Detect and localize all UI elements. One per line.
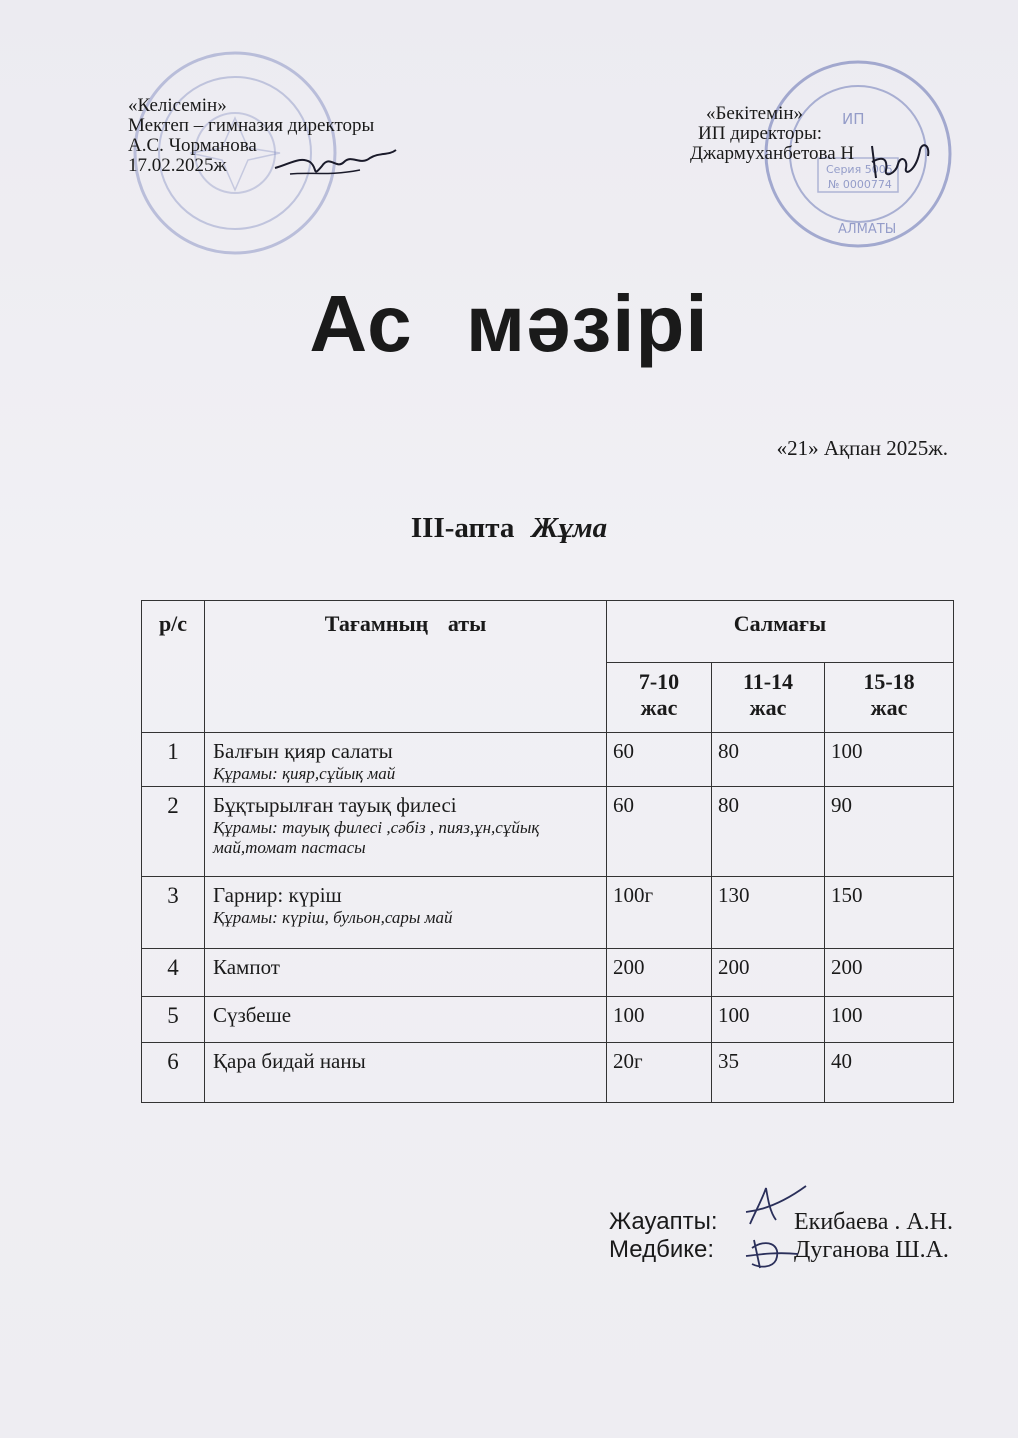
- row-dish: [205, 787, 607, 877]
- table-row: [142, 733, 954, 787]
- weight-15-18: 90: [825, 787, 954, 877]
- weight-7-10: 100г: [607, 877, 712, 949]
- right-seal-center: ИП: [842, 110, 865, 128]
- header-age-15-18-range: 15-18: [863, 669, 915, 694]
- header-age-15-18-unit: жас: [870, 695, 908, 720]
- row-number: 4: [142, 949, 205, 997]
- header-age-7-10-unit: жас: [640, 695, 678, 720]
- row-dish: [205, 877, 607, 949]
- weight-11-14: 35: [712, 1043, 825, 1103]
- row-number: 2: [142, 787, 205, 877]
- nurse-signature-icon: [742, 1234, 802, 1274]
- weight-11-14: 100: [712, 997, 825, 1043]
- approval-right-label: «Бекітемін»: [706, 103, 804, 124]
- dish-composition: Құрамы: күріш, бульон,сары май: [213, 908, 453, 927]
- nurse-label: Медбике:: [609, 1236, 715, 1263]
- approval-right: [690, 104, 854, 164]
- responsible-label: Жауапты:: [609, 1208, 718, 1235]
- weight-11-14: 80: [712, 787, 825, 877]
- row-dish: [205, 949, 607, 997]
- menu-table: [141, 600, 954, 1103]
- row-dish: [205, 997, 607, 1043]
- weight-7-10: 60: [607, 787, 712, 877]
- header-no: р/с: [142, 601, 205, 733]
- responsible-line: [609, 1208, 954, 1236]
- header-age-11-14-range: 11-14: [742, 669, 794, 694]
- week-day: Жұма: [531, 512, 608, 544]
- header-age-7-10: [607, 663, 712, 733]
- table-row: [142, 997, 954, 1043]
- weight-7-10: 100: [607, 997, 712, 1043]
- table-row: [142, 949, 954, 997]
- approval-left-position: Мектеп – гимназия директоры: [128, 115, 375, 136]
- weight-11-14: 200: [712, 949, 825, 997]
- dish-composition: Құрамы: қияр,сұйық май: [213, 764, 396, 783]
- weight-7-10: 200: [607, 949, 712, 997]
- responsible-name: Екибаева . А.Н.: [794, 1209, 954, 1235]
- week-label: ІІІ-апта: [410, 512, 515, 544]
- dish-name: Балғын қияр салаты: [213, 739, 393, 763]
- dish-name: Бұқтырылған тауық филесі: [213, 793, 457, 817]
- dish-name: Кампот: [213, 955, 280, 979]
- dish-composition: Құрамы: тауық филесі ,сәбіз , пияз,ұн,сұйық май,томат пастасы: [213, 818, 540, 857]
- row-number: 6: [142, 1043, 205, 1103]
- right-signature-icon: [866, 136, 936, 186]
- weight-15-18: 100: [825, 997, 954, 1043]
- approval-left-label: «Келісемін»: [128, 95, 227, 116]
- header-age-11-14: [712, 663, 825, 733]
- header-age-11-14-unit: жас: [749, 695, 787, 720]
- week-heading: [0, 512, 1018, 545]
- approval-right-name: Джармуханбетова Н: [690, 143, 855, 164]
- nurse-name: Дуганова Ш.А.: [794, 1237, 949, 1263]
- page-title: Ас мәзірі: [309, 279, 709, 368]
- approval-left-name: А.С. Чорманова: [128, 135, 257, 156]
- footer-signatures: [609, 1208, 954, 1264]
- header-age-15-18: [825, 663, 954, 733]
- header-name-text: Тағамның аты: [324, 611, 487, 636]
- weight-11-14: 130: [712, 877, 825, 949]
- table-header-row: [142, 601, 954, 663]
- weight-7-10: 20г: [607, 1043, 712, 1103]
- menu-date: «21» Ақпан 2025ж.: [776, 436, 948, 460]
- row-number: 5: [142, 997, 205, 1043]
- right-seal-serial: Серия 5005: [826, 163, 893, 176]
- responsible-signature-icon: [740, 1180, 810, 1230]
- weight-11-14: 80: [712, 733, 825, 787]
- table-row: [142, 787, 954, 877]
- header-name: [205, 601, 607, 733]
- right-seal-city: АЛМАТЫ: [838, 222, 897, 237]
- weight-15-18: 150: [825, 877, 954, 949]
- table-row: [142, 877, 954, 949]
- weight-15-18: 200: [825, 949, 954, 997]
- table-row: [142, 1043, 954, 1103]
- dish-name: Сүзбеше: [213, 1003, 292, 1027]
- header-age-7-10-range: 7-10: [638, 669, 680, 694]
- left-signature-icon: [270, 136, 400, 186]
- right-seal-number: № 0000774: [828, 178, 892, 191]
- weight-7-10: 60: [607, 733, 712, 787]
- row-dish: [205, 733, 607, 787]
- approval-right-position: ИП директоры:: [698, 123, 823, 144]
- nurse-line: [609, 1236, 949, 1264]
- header-weight: Салмағы: [607, 601, 954, 663]
- dish-name: Қара бидай наны: [213, 1049, 366, 1073]
- weight-15-18: 100: [825, 733, 954, 787]
- row-number: 1: [142, 733, 205, 787]
- approval-left-date: 17.02.2025ж: [128, 155, 227, 176]
- row-dish: [205, 1043, 607, 1103]
- weight-15-18: 40: [825, 1043, 954, 1103]
- row-number: 3: [142, 877, 205, 949]
- dish-name: Гарнир: күріш: [213, 883, 342, 907]
